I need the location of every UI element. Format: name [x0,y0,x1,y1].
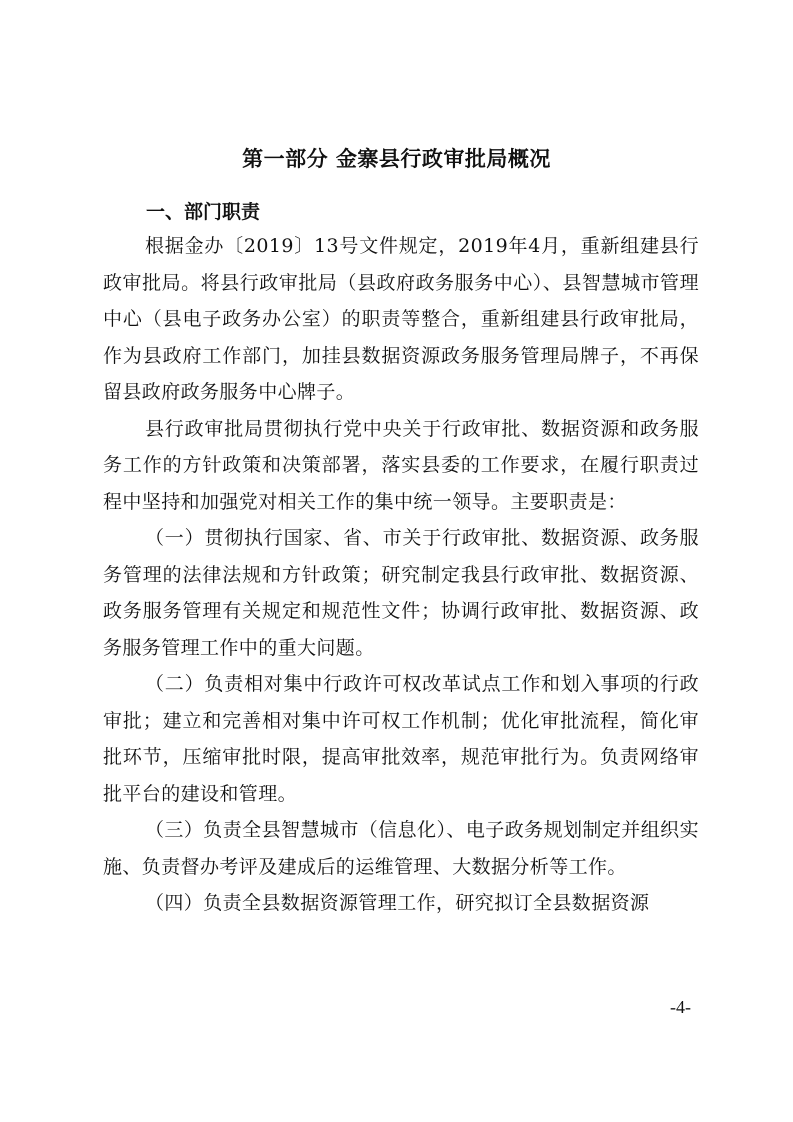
section-heading: 一、部门职责 [146,201,261,223]
page-number: -4- [670,997,691,1017]
paragraph: 根据金办〔2019〕13号文件规定，2019年4月，重新组建县行政审批局。将县行政审批局（县政府政务服务中心）、县智慧城市管理中心（县电子政务办公室）的职责等整合，重新组建县行政审批局，作为县政府工作部门，加挂县数据资源政务服务管理局牌子，不再保留县政府政务服务中心牌子。 [103,235,699,403]
page-title: 第一部分 金寨县行政审批局概况 [242,147,551,171]
paragraph: （四）负责全县数据资源管理工作，研究拟订全县数据资源 [145,892,650,914]
paragraph: （一）贯彻执行国家、省、市关于行政审批、数据资源、政务服务管理的法律法规和方针政策；研究制定我县行政审批、数据资源、政务服务管理有关规定和规范性文件；协调行政审批、数据资源、政务服务管理工作中的重大问题。 [103,527,699,659]
paragraph: 县行政审批局贯彻执行党中央关于行政审批、数据资源和政务服务工作的方针政策和决策部署，落实县委的工作要求，在履行职责过程中坚持和加强党对相关工作的集中统一领导。主要职责是： [103,417,699,513]
paragraph: （二）负责相对集中行政许可权改革试点工作和划入事项的行政审批；建立和完善相对集中许可权工作机制；优化审批流程，简化审批环节，压缩审批时限，提高审批效率，规范审批行为。负责网络审批平台的建设和管理。 [103,673,699,805]
paragraph: （三）负责全县智慧城市（信息化）、电子政务规划制定并组织实施、负责督办考评及建成后的运维管理、大数据分析等工作。 [103,819,699,878]
body-text [103,228,699,922]
